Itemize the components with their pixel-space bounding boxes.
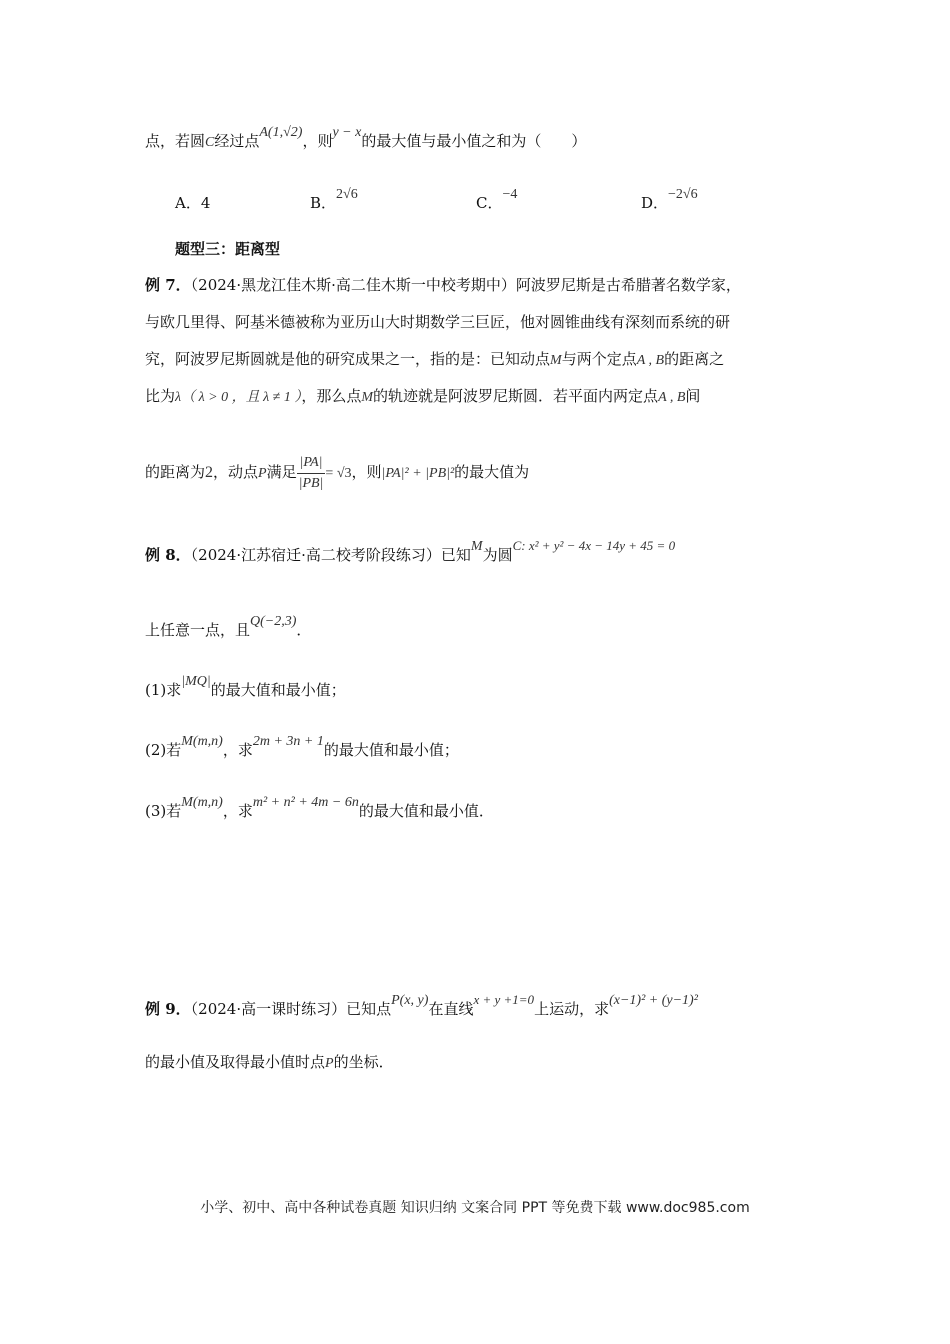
- ex8-part2: (2)若M(m,n)，求2m + 3n + 1的最大值和最小值；: [145, 734, 459, 759]
- ex8-line1: 例 8．（2024·江苏宿迁·高二校考阶段练习）已知M为圆C: x² + y² − 4x − 14y + 45 = 0: [145, 538, 676, 564]
- option-c[interactable]: C．−4: [476, 187, 518, 212]
- q6-stem: 点，若圆C经过点A(1,√2)，则y − x的最大值与最小值之和为（ ）: [145, 125, 587, 150]
- ex8-label: 例 8．: [145, 546, 191, 564]
- ratio-fraction: $\frac{|PA|}{|PB|}$: [298, 454, 324, 491]
- ex7-label: 例 7．: [145, 276, 191, 294]
- ex7-line2: 与欧几里得、阿基米德被称为亚历山大时期数学三巨匠，他对圆锥曲线有深刻而系统的研: [145, 313, 731, 331]
- section-title: 题型三：距离型: [175, 240, 281, 258]
- option-a[interactable]: A．4: [175, 194, 211, 212]
- ex8-part1: (1)求|MQ|的最大值和最小值；: [145, 674, 346, 699]
- option-d[interactable]: D．−2√6: [641, 187, 698, 212]
- ex9-line1: 例 9．（2024·高一课时练习）已知点P(x, y)在直线x + y +1=0上运动，求(x−1)² + (y−1)²: [145, 992, 698, 1018]
- ex7-line4: 比为λ（ λ > 0 ，且 λ ≠ 1 ），那么点M的轨迹就是阿波罗尼斯圆．若平面内两定点A , B间: [145, 387, 701, 405]
- ex8-line2: 上任意一点，且Q(−2,3)．: [145, 614, 312, 639]
- ex9-line2: 的最小值及取得最小值时点P的坐标．: [145, 1053, 394, 1071]
- point-a-expr: A(1,√2): [259, 125, 303, 140]
- ex7-line3: 究，阿波罗尼斯圆就是他的研究成果之一，指的是：已知动点M与两个定点A , B的距离之: [145, 350, 725, 368]
- footer-text[interactable]: 小学、初中、高中各种试卷真题 知识归纳 文案合同 PPT 等免费下载 www.doc985.com: [200, 1200, 750, 1216]
- option-b[interactable]: B．2√6: [310, 187, 358, 212]
- circle-equation: C: x² + y² − 4x − 14y + 45 = 0: [512, 538, 676, 553]
- ex7-line1: 例 7．（2024·黑龙江佳木斯·高二佳木斯一中校考期中）阿波罗尼斯是古希腊著名数学家，: [145, 276, 741, 294]
- ex7-line5: 的距离为2，动点P满足 $\frac{|PA|}{|PB|}$ = √3，则|PA|² + |PB|²的最大值为: [145, 448, 529, 498]
- ex9-label: 例 9．: [145, 1000, 191, 1018]
- ex8-part3: (3)若M(m,n)，求m² + n² + 4m − 6n的最大值和最小值．: [145, 795, 494, 820]
